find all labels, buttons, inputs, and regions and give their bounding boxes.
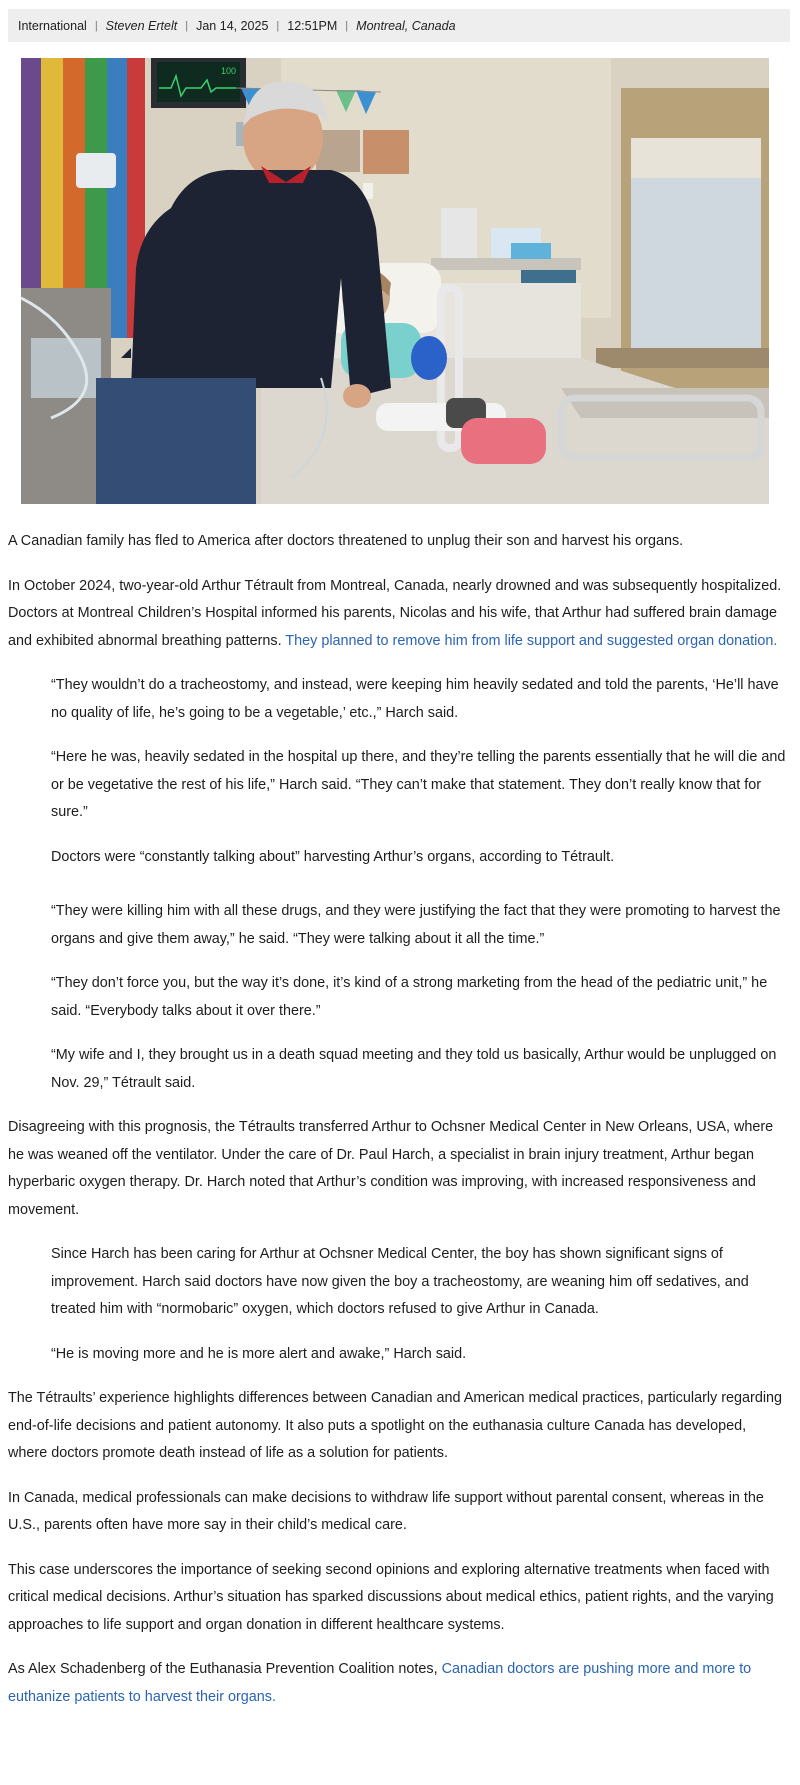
paragraph-text: As Alex Schadenberg of the Euthanasia Prevention Coalition notes, bbox=[8, 1661, 442, 1677]
blockquote: “They wouldn’t do a tracheostomy, and instead, were keeping him heavily sedated and told the parents, ‘He’ll have no quality of life, he’s going to be a vegetable,’ etc.,” Harch said. bbox=[51, 677, 779, 721]
publish-time: 12:51PM bbox=[287, 18, 338, 33]
blockquote: Since Harch has been caring for Arthur at Ochsner Medical Center, the boy has shown significant signs of improvement. Harch said doctors have now given the boy a tracheostomy, are weaning him off sedatives, and treated him with “normobaric” oxygen, which doctors refused to give Arthur in Canada. bbox=[51, 1246, 749, 1317]
meta-separator: | bbox=[185, 19, 189, 32]
hospital-room-photo bbox=[21, 58, 769, 504]
blockquote: “They don’t force you, but the way it’s done, it’s kind of a strong marketing from the head of the pediatric unit,” he said. “Everybody talks about it over there.” bbox=[51, 975, 768, 1019]
paragraph: Disagreeing with this prognosis, the Tétraults transferred Arthur to Ochsner Medical Center in New Orleans, USA, where he was weaned off the ventilator. Under the care of Dr. Paul Harch, a specialist in brain injury treatment, Arthur began hyperbaric oxygen therapy. Dr. Harch noted that Arthur’s condition was improving, with increased responsiveness and movement. bbox=[8, 1119, 774, 1218]
article-body bbox=[8, 528, 786, 1728]
paragraph: The Tétraults’ experience highlights differences between Canadian and American medical practices, particularly regarding end-of-life decisions and patient autonomy. It also puts a spotlight on the euthanasia culture Canada has developed, where doctors promote death instead of life as a solution for patients. bbox=[8, 1390, 783, 1461]
blockquote: “Here he was, heavily sedated in the hospital up there, and they’re telling the parents essentially that he will die and or be vegetative the rest of his life,” Harch said. “They can’t make that statement. They don’t really know that for sure.” bbox=[51, 749, 786, 820]
meta-separator: | bbox=[94, 19, 98, 32]
author-name[interactable]: Steven Ertelt bbox=[105, 18, 178, 33]
blockquote: “He is moving more and he is more alert and awake,” Harch said. bbox=[51, 1345, 467, 1362]
article-photo bbox=[21, 58, 769, 504]
paragraph-text: In October 2024, two-year-old Arthur Tétrault from Montreal, Canada, nearly drowned and was subsequently hospitalized. Doctors at Montreal Children’s Hospital informed his parents, Nicolas and his wife, that Arthur had suffered brain damage and exhibited abnormal breathing patterns. bbox=[8, 577, 782, 649]
euthanize-organs-link[interactable]: Canadian doctors are pushing more and more to euthanize patients to harvest their organs. bbox=[8, 1661, 752, 1705]
paragraph bbox=[8, 1656, 786, 1711]
life-support-link[interactable]: They planned to remove him from life support and suggested organ donation. bbox=[285, 632, 778, 649]
meta-separator: | bbox=[276, 19, 280, 32]
paragraph: A Canadian family has fled to America after doctors threatened to unplug their son and harvest his organs. bbox=[8, 533, 684, 549]
paragraph: This case underscores the importance of seeking second opinions and exploring alternative treatments when faced with critical medical decisions. Arthur’s situation has sparked discussions about medical ethics, patient rights, and the varying approaches to life support and organ donation in different healthcare systems. bbox=[8, 1561, 774, 1633]
meta-separator: | bbox=[345, 19, 349, 32]
dateline-location: Montreal, Canada bbox=[356, 18, 456, 33]
publish-date: Jan 14, 2025 bbox=[196, 18, 269, 33]
paragraph: In Canada, medical professionals can make decisions to withdraw life support without parental consent, whereas in the U.S., parents often have more say in their child’s medical care. bbox=[8, 1489, 764, 1533]
blockquote: “My wife and I, they brought us in a death squad meeting and they told us basically, Arthur would be unplugged on Nov. 29,” Tétrault said. bbox=[51, 1047, 777, 1091]
category-label[interactable]: International bbox=[18, 18, 87, 33]
paragraph bbox=[8, 573, 786, 656]
article-meta-bar bbox=[8, 9, 790, 42]
blockquote: Doctors were “constantly talking about” harvesting Arthur’s organs, according to Tétrault. bbox=[51, 848, 615, 865]
monitor-readout: 100 bbox=[221, 66, 237, 76]
blockquote: “They were killing him with all these drugs, and they were justifying the fact that they were promoting to harvest the organs and give them away,” he said. “They were talking about it all the time.” bbox=[51, 903, 781, 947]
